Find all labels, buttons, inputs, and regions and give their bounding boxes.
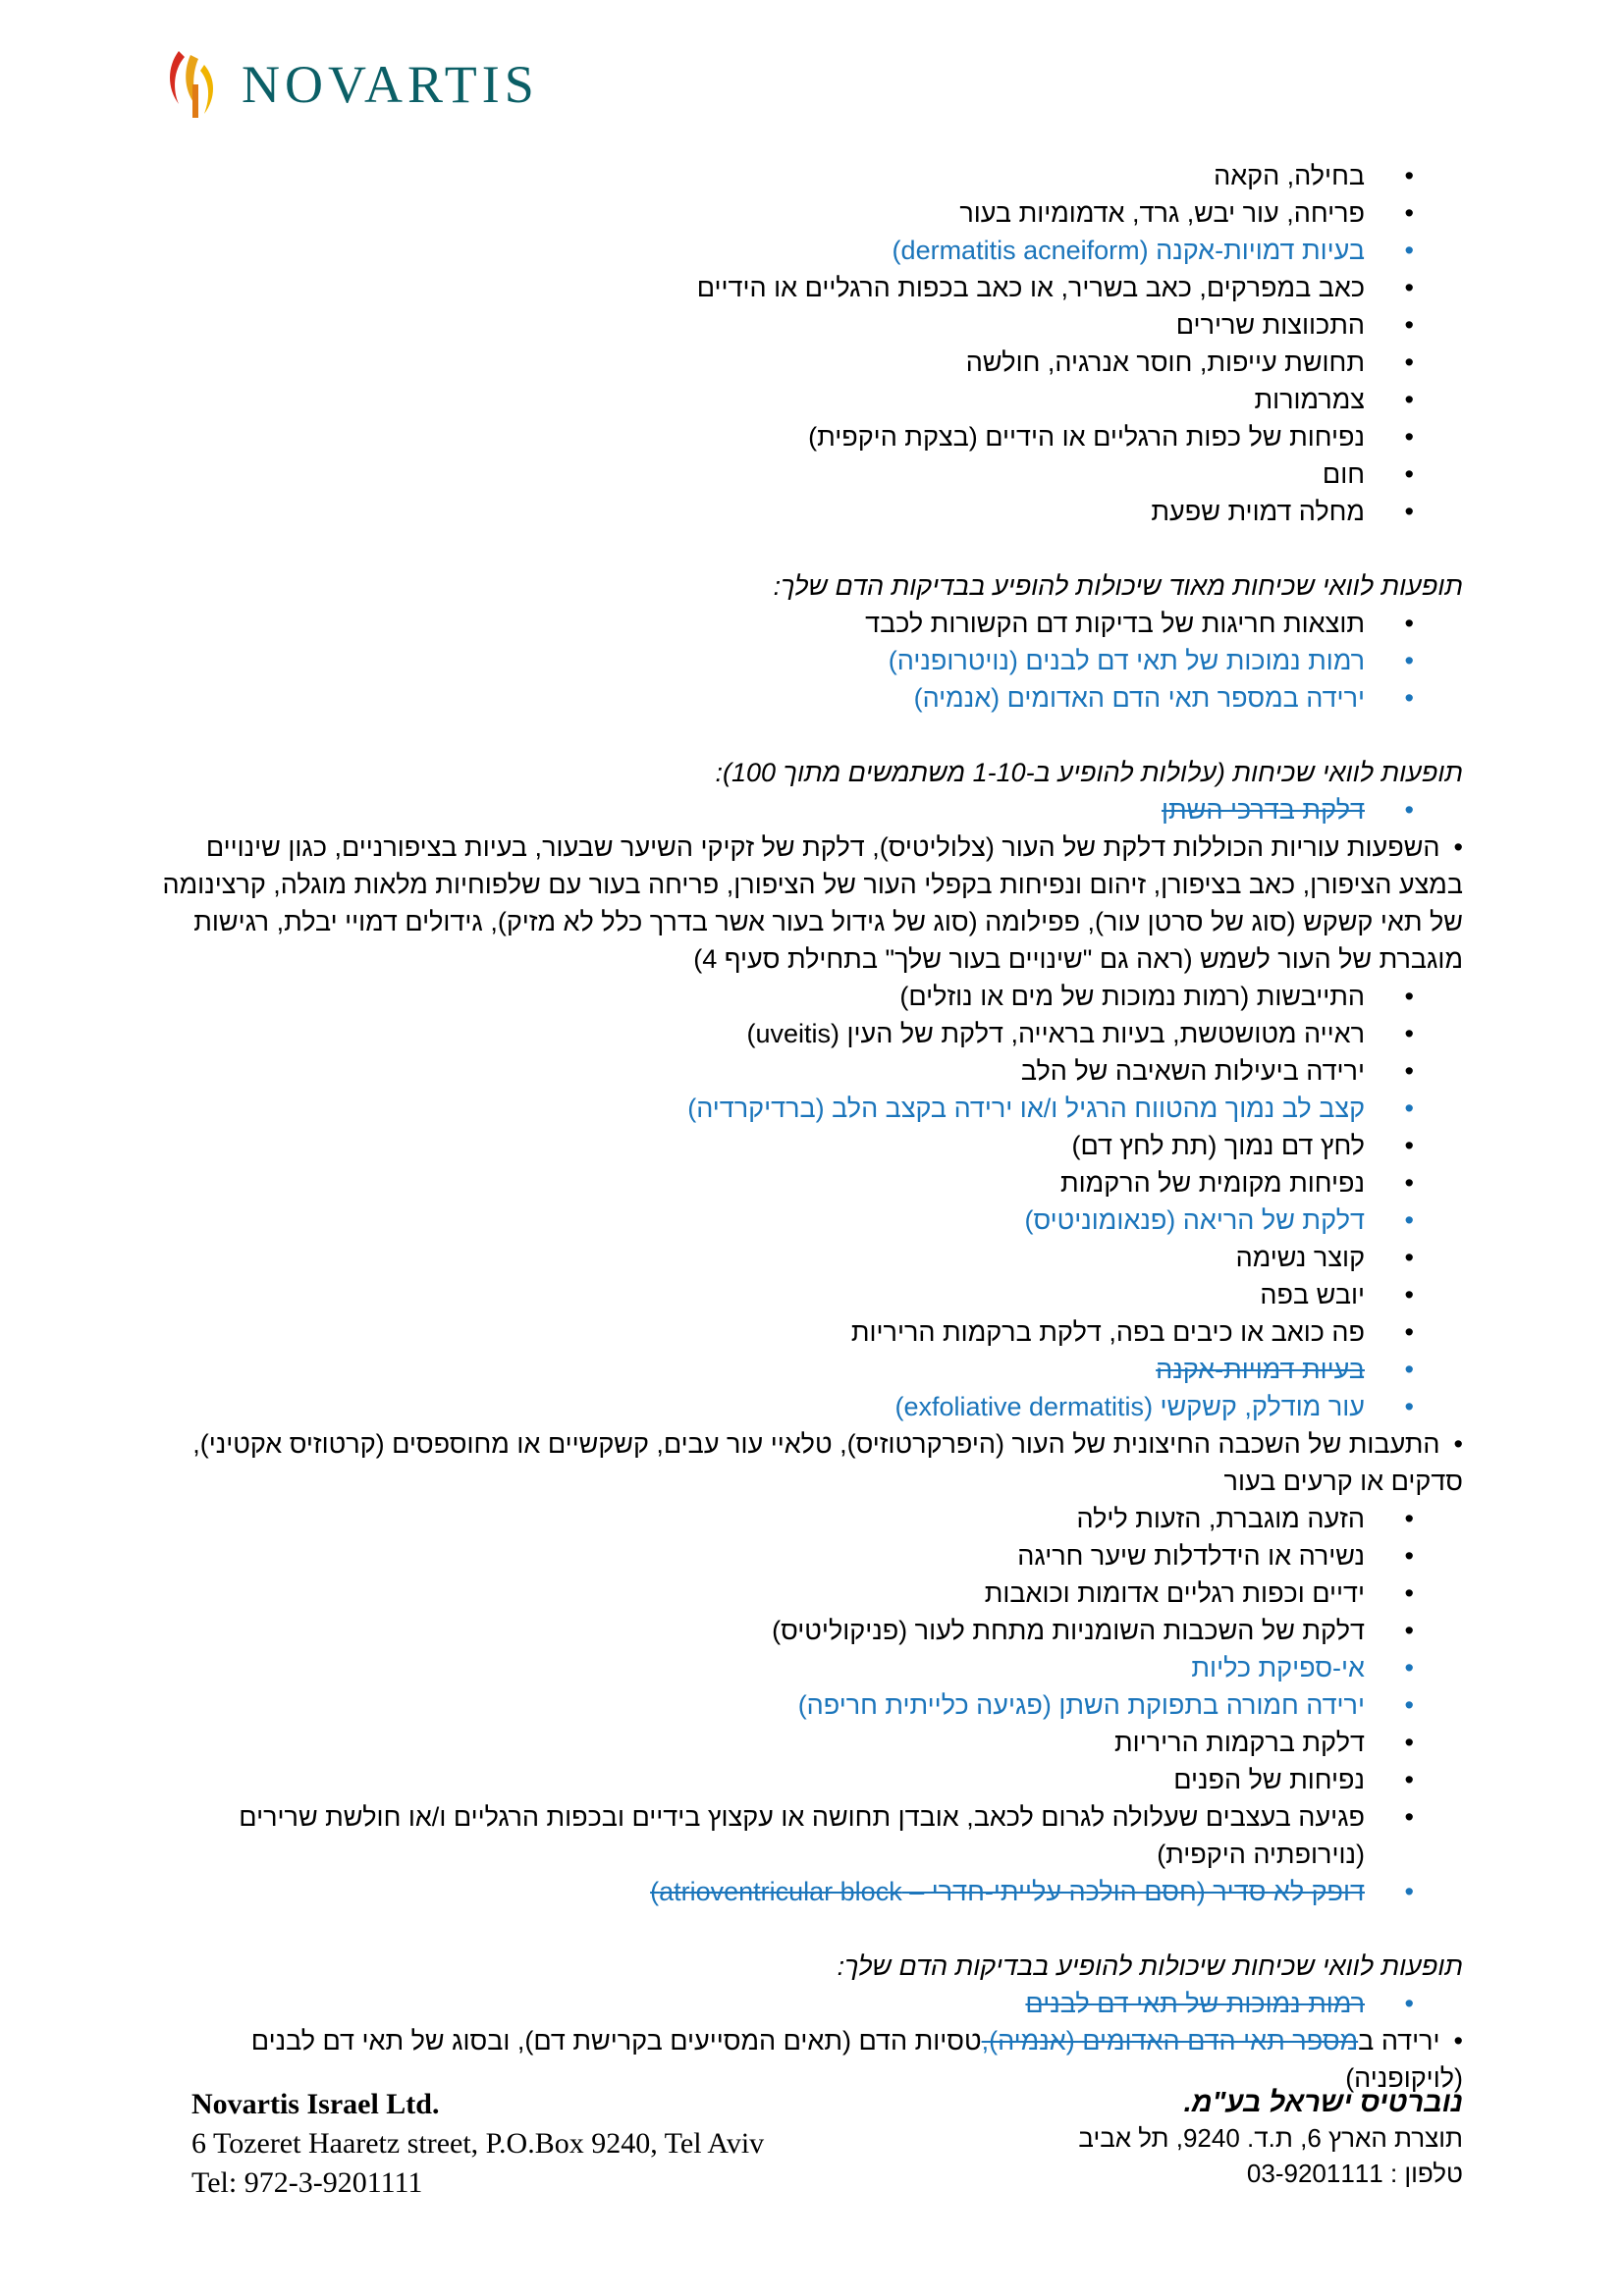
- list-item: • יובש בפה: [137, 1276, 1463, 1313]
- list-item: • ירידה במספר תאי הדם האדומים (אנמיה): [137, 679, 1463, 717]
- list-item: • הזעה מוגברת, הזעות לילה: [137, 1500, 1463, 1537]
- side-effects-list-2: [137, 605, 1463, 717]
- list-item: • התעבות של השכבה החיצונית של העור (היפרקרטוזיס), טלאיי עור עבים, קשקשיים או מחוספסים (קרטוזיס אקטיני), סדקים או קרעים בעור: [137, 1425, 1463, 1500]
- list-item: • נשירה או הידלדלות שיער חריגה: [137, 1537, 1463, 1575]
- list-item: • ידיים וכפות רגליים אדומות וכואבות: [137, 1575, 1463, 1612]
- list-item: • רמות נמוכות של תאי דם לבנים (נויטרופניה): [137, 642, 1463, 679]
- footer-phone: Tel: 972-3-9201111: [191, 2166, 423, 2199]
- list-item: • בעיות דמויות-אקנה: [137, 1351, 1463, 1388]
- footer-address-he: תוצרת הארץ 6, ת.ד. 9240, תל אביב: [1078, 2123, 1463, 2153]
- list-item: • קוצר נשימה: [137, 1239, 1463, 1276]
- list-item: • מחלה דמוית שפעת: [137, 493, 1463, 530]
- list-item: • כאב במפרקים, כאב בשריר, או כאב בכפות הרגליים או הידיים: [137, 269, 1463, 306]
- list-item: • נפיחות של כפות הרגליים או הידיים (בצקת היקפית): [137, 418, 1463, 455]
- side-effects-list-1: [137, 157, 1463, 530]
- list-item: • דלקת של השכבות השומניות מתחת לעור (פניקוליטיס): [137, 1612, 1463, 1649]
- list-item: • אי-ספיקת כליות: [137, 1649, 1463, 1686]
- section-heading-blood-common: תופעות לוואי שכיחות שיכולות להופיע בבדיקות הדם שלך:: [837, 1951, 1463, 1981]
- list-item: • דלקת של הריאה (פנאומוניטיס): [137, 1201, 1463, 1239]
- list-item-deleted-text: מספר תאי הדם האדומים (אנמיה),: [981, 2026, 1359, 2056]
- novartis-flame-icon: [165, 45, 228, 124]
- list-item: • השפעות עוריות הכוללות דלקת של העור (צלוליטיס), דלקת של זקיקי השיער שבעור, בעיות בציפורניים, כגון שינויים במצע הציפורן, כאב בציפורן, זיהום ונפיחות בקפלי העור של הציפורן, פריחה בעור עם שלפוחיות מלאות מוגלה, קרצינומה של תאי קשקש (סוג של סרטן עור), פפילומה (סוג של גידול בעור אשר בדרך כלל לא מזיק), גידולים דמויי יבלת, רגישות מוגברת של העור לשמש (ראה גם "שינויים בעור שלך" בתחילת סעיף 4): [137, 828, 1463, 978]
- section-heading-common: תופעות לוואי שכיחות (עלולות להופיע ב-1-10 משתמשים מתוך 100):: [715, 758, 1463, 787]
- logo-wordmark: NOVARTIS: [242, 55, 539, 114]
- list-item: • רמות נמוכות של תאי דם לבנים: [137, 1985, 1463, 2022]
- footer-english: [191, 2085, 764, 2203]
- footer-hebrew: [1078, 2085, 1463, 2191]
- footer-company-name: Novartis Israel Ltd.: [191, 2088, 440, 2120]
- novartis-logo: [165, 45, 539, 124]
- list-item: • פה כואב או כיבים בפה, דלקת ברקמות הריריות: [137, 1313, 1463, 1351]
- footer-address: 6 Tozeret Haaretz street, P.O.Box 9240, Tel Aviv: [191, 2127, 765, 2160]
- list-item: • דלקת בדרכי השתן: [137, 791, 1463, 828]
- list-item: • חום: [137, 455, 1463, 493]
- list-item: • צמרמורות: [137, 381, 1463, 418]
- list-item: • ירידה חמורה בתפוקת השתן (פגיעה כלייתית חריפה): [137, 1686, 1463, 1724]
- footer-phone-he: טלפון : 03-9201111: [1246, 2159, 1463, 2188]
- list-item: • קצב לב נמוך מהטווח הרגיל ו/או ירידה בקצב הלב (ברדיקרדיה): [137, 1090, 1463, 1127]
- list-item: • פריחה, עור יבש, גרד, אדמומיות בעור: [137, 194, 1463, 232]
- list-item: • עור מודלק, קשקשי (exfoliative dermatitis): [137, 1388, 1463, 1425]
- section-heading-blood-very-common: תופעות לוואי שכיחות מאוד שיכולות להופיע בבדיקות הדם שלך:: [773, 571, 1463, 601]
- list-item: • התייבשות (רמות נמוכות של מים או נוזלים): [137, 978, 1463, 1015]
- list-item: • נפיחות מקומית של הרקמות: [137, 1164, 1463, 1201]
- list-item: • פגיעה בעצבים שעלולה לגרום לכאב, אובדן תחושה או עקצוץ בידיים ובכפות הרגליים ו/או חולשת שרירים (נוירופתיה היקפית): [137, 1798, 1463, 1873]
- list-item: • בחילה, הקאה: [137, 157, 1463, 194]
- list-item: • לחץ דם נמוך (תת לחץ דם): [137, 1127, 1463, 1164]
- side-effects-list-4: [137, 1985, 1463, 2097]
- list-item: • דלקת ברקמות הריריות: [137, 1724, 1463, 1761]
- list-item: • נפיחות של הפנים: [137, 1761, 1463, 1798]
- list-item: • ירידה ביעילות השאיבה של הלב: [137, 1052, 1463, 1090]
- list-item: • בעיות דמויות-אקנה (dermatitis acneiform): [137, 232, 1463, 269]
- list-item-prefix: ירידה ב: [1358, 2026, 1440, 2056]
- footer-company-name-he: נוברטיס ישראל בע"מ.: [1183, 2087, 1463, 2118]
- list-item: • התכווצות שרירים: [137, 306, 1463, 344]
- leaflet-body: [137, 157, 1463, 2097]
- list-item: • דופק לא סדיר (חסם הולכה עלייתי-חדרי – atrioventricular block): [137, 1873, 1463, 1910]
- list-item: • ראייה מטושטשת, בעיות בראייה, דלקת של העין (uveitis): [137, 1015, 1463, 1052]
- side-effects-list-3: [137, 791, 1463, 1910]
- list-item: • תחושת עייפות, חוסר אנרגיה, חולשה: [137, 344, 1463, 381]
- list-item-suffix: טסיות הדם (תאים המסייעים בקרישת דם), ובסוג של תאי דם לבנים (לויקופניה): [250, 2026, 1463, 2093]
- list-item: • תוצאות חריגות של בדיקות דם הקשורות לכבד: [137, 605, 1463, 642]
